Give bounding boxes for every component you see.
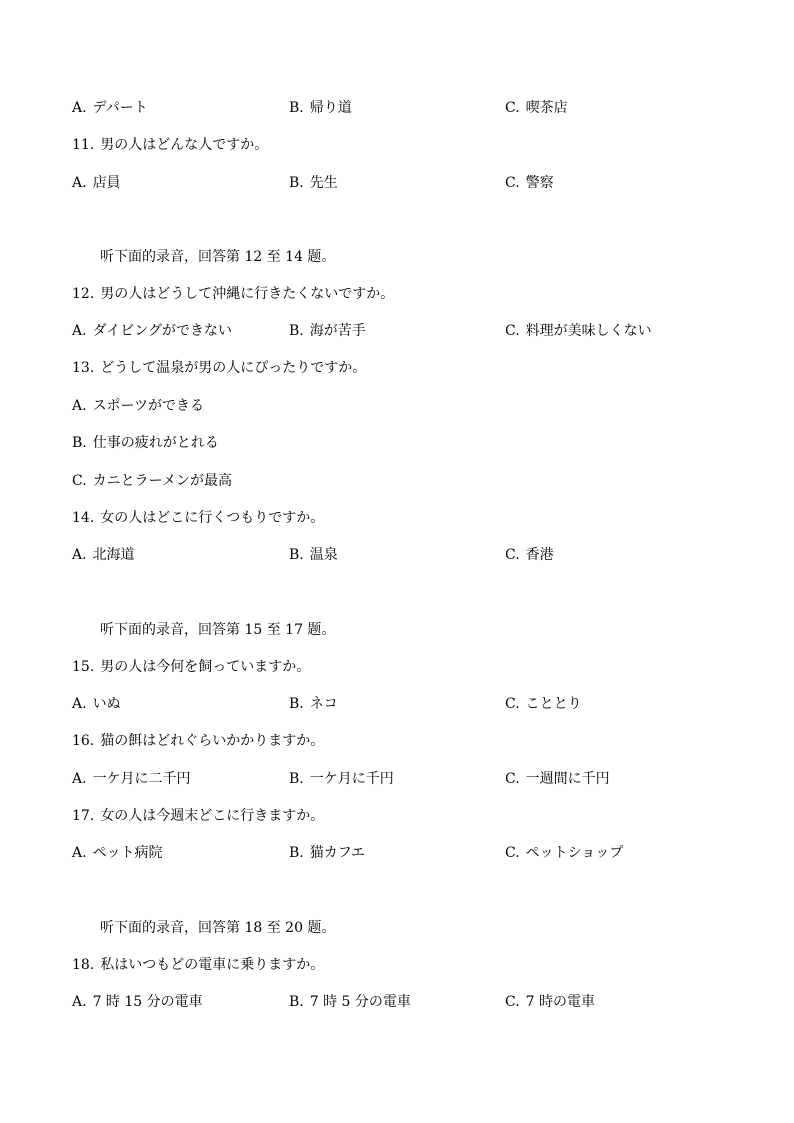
question-number: 17. — [72, 808, 95, 824]
question-number: 14. — [72, 510, 95, 526]
option-label: A. — [72, 771, 87, 787]
option-label: A. — [72, 323, 87, 339]
answer-option — [289, 768, 394, 790]
answer-option — [72, 842, 163, 864]
question — [72, 357, 366, 379]
option-label: A. — [72, 696, 87, 712]
question — [72, 730, 324, 752]
answer-option — [289, 172, 338, 194]
question-number: 12. — [72, 286, 95, 302]
answer-option — [72, 395, 204, 417]
answer-option — [72, 470, 232, 492]
option-text: カニとラーメンが最高 — [92, 473, 232, 489]
answer-option — [72, 97, 148, 119]
answer-option — [505, 693, 582, 715]
question-text: 男の人はどんな人ですか。 — [100, 137, 269, 153]
option-text: ダイビングができない — [92, 323, 233, 339]
option-label: B. — [289, 845, 304, 861]
option-text: 温泉 — [309, 547, 338, 563]
answer-option — [289, 544, 338, 566]
question-text: 男の人は今何を飼っていますか。 — [100, 659, 311, 675]
option-text: 先生 — [309, 175, 338, 191]
answer-option — [289, 97, 352, 119]
answer-option — [505, 97, 568, 119]
option-label: B. — [289, 323, 304, 339]
option-label: C. — [505, 994, 520, 1010]
answer-option — [289, 320, 366, 342]
option-label: A. — [72, 398, 87, 414]
option-label: C. — [505, 323, 520, 339]
question — [72, 656, 310, 678]
option-label: C. — [505, 771, 520, 787]
section-instruction: 听下面的录音，回答第 12 至 14 题。 — [100, 249, 336, 265]
answer-option — [72, 768, 191, 790]
option-label: C. — [505, 845, 520, 861]
option-label: C. — [505, 100, 520, 116]
answer-option — [505, 768, 610, 790]
option-text: 一ケ月に千円 — [309, 771, 394, 787]
option-text: 7 時 15 分の電車 — [92, 994, 203, 1010]
option-text: いぬ — [92, 696, 121, 712]
question — [72, 805, 324, 827]
option-label: C. — [505, 175, 520, 191]
option-label: A. — [72, 175, 87, 191]
option-label: A. — [72, 547, 87, 563]
question-number: 18. — [72, 957, 95, 973]
option-label: C. — [72, 473, 87, 489]
answer-option — [72, 432, 219, 454]
answer-option — [505, 842, 623, 864]
answer-option — [72, 991, 203, 1013]
option-text: 一週間に千円 — [525, 771, 610, 787]
option-label: A. — [72, 994, 87, 1010]
question-text: 男の人はどうして沖縄に行きたくないですか。 — [100, 286, 395, 302]
option-label: C. — [505, 547, 520, 563]
option-text: スポーツができる — [92, 398, 205, 414]
question-text: 私はいつもどの電車に乗りますか。 — [100, 957, 325, 973]
option-text: 一ケ月に二千円 — [92, 771, 191, 787]
answer-option — [505, 991, 595, 1013]
question — [72, 507, 324, 529]
question-number: 16. — [72, 733, 95, 749]
answer-option — [72, 544, 135, 566]
option-text: デパート — [92, 100, 148, 116]
option-text: 北海道 — [92, 547, 135, 563]
answer-option — [505, 172, 554, 194]
option-label: B. — [289, 547, 304, 563]
answer-option — [72, 320, 232, 342]
answer-option — [289, 991, 411, 1013]
option-text: 店員 — [92, 175, 121, 191]
option-text: 警察 — [525, 175, 554, 191]
section-instruction: 听下面的录音，回答第 15 至 17 题。 — [100, 622, 336, 638]
option-text: 7 時 5 分の電車 — [309, 994, 411, 1010]
question — [72, 134, 268, 156]
answer-option — [72, 172, 121, 194]
option-label: B. — [289, 100, 304, 116]
option-text: 猫カフエ — [309, 845, 366, 861]
question-text: 猫の餌はどれぐらいかかりますか。 — [100, 733, 325, 749]
answer-option — [505, 320, 652, 342]
option-label: A. — [72, 100, 87, 116]
option-text: 海が苦手 — [309, 323, 366, 339]
answer-option — [289, 842, 365, 864]
question-number: 13. — [72, 360, 95, 376]
option-label: B. — [72, 435, 87, 451]
question-number: 15. — [72, 659, 95, 675]
question-text: どうして温泉が男の人にぴったりですか。 — [100, 360, 367, 376]
question — [72, 954, 324, 976]
answer-option — [289, 693, 338, 715]
option-text: こととり — [525, 696, 582, 712]
option-text: 喫茶店 — [525, 100, 568, 116]
option-text: ペット病院 — [92, 845, 163, 861]
option-text: 香港 — [525, 547, 554, 563]
option-label: B. — [289, 771, 304, 787]
option-text: 仕事の疲れがとれる — [92, 435, 219, 451]
section-instruction: 听下面的录音，回答第 18 至 20 题。 — [100, 920, 336, 936]
option-text: 料理が美味しくない — [525, 323, 652, 339]
question — [72, 283, 394, 305]
question-text: 女の人はどこに行くつもりですか。 — [100, 510, 325, 526]
option-label: B. — [289, 994, 304, 1010]
answer-option — [72, 693, 121, 715]
option-text: 7 時の電車 — [525, 994, 596, 1010]
option-label: C. — [505, 696, 520, 712]
option-text: ネコ — [309, 696, 338, 712]
answer-option — [505, 544, 554, 566]
question-number: 11. — [72, 137, 95, 153]
option-text: 帰り道 — [309, 100, 352, 116]
option-label: A. — [72, 845, 87, 861]
question-text: 女の人は今週末どこに行きますか。 — [100, 808, 325, 824]
option-label: B. — [289, 175, 304, 191]
option-label: B. — [289, 696, 304, 712]
option-text: ペットショップ — [525, 845, 624, 861]
